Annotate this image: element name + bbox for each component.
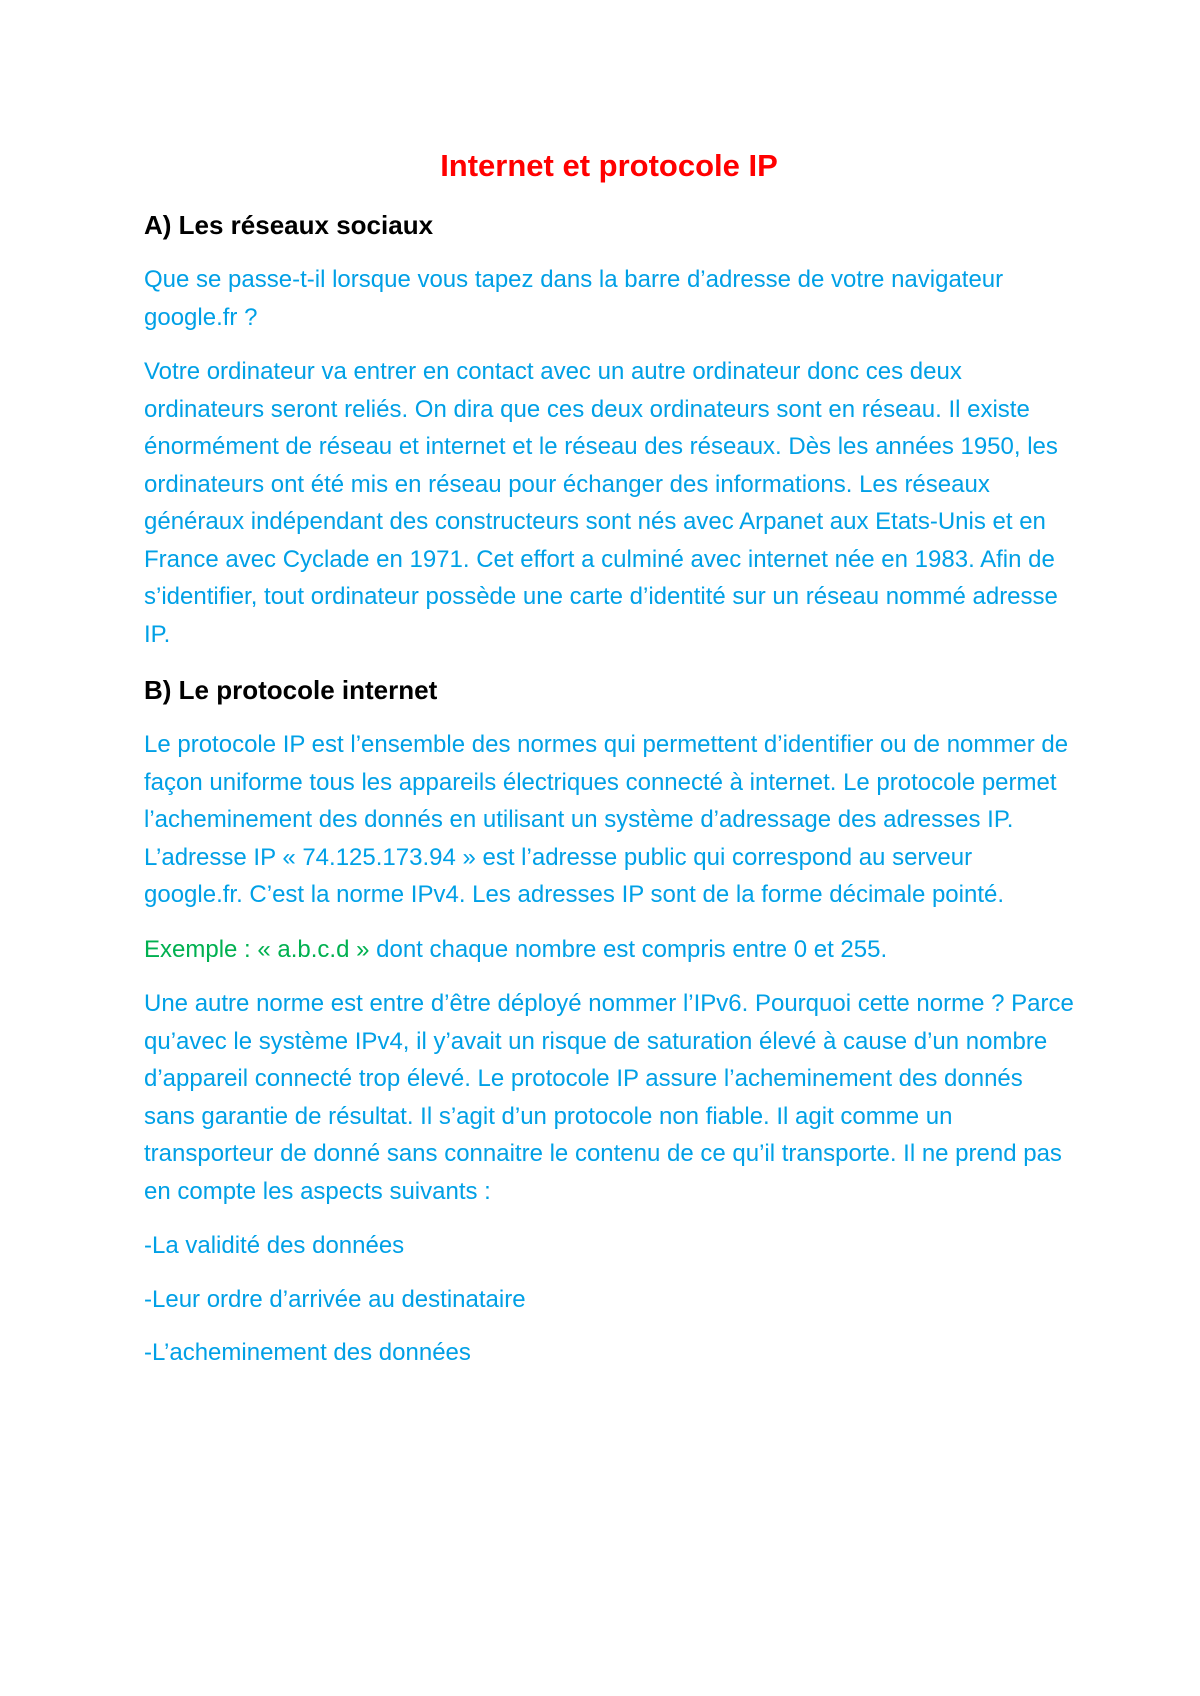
list-item-validity: -La validité des données: [144, 1232, 405, 1259]
section-a-heading: A) Les réseaux sociaux: [144, 210, 434, 240]
section-b-heading: B) Le protocole internet: [144, 675, 438, 705]
document-title: Internet et protocole IP: [440, 148, 778, 183]
section-b-paragraph-1: Le protocole IP est l’ensemble des normes qui permettent d’identifier ou de nommer de façon uniforme tous les appareils électriques connecté à internet. Le protocole permet l’acheminement des donnés en utilisant un système d’adressage des adresses IP. L’adresse IP « 74.125.173.94 » est l’adresse public qui correspond au serveur google.fr. C’est la norme IPv4. Les adresses IP sont de la forme décimale pointé.: [144, 731, 1069, 908]
section-a-paragraph: Votre ordinateur va entrer en contact avec un autre ordinateur donc ces deux ordinateurs seront reliés. On dira que ces deux ordinateurs sont en réseau. Il existe énormément de réseau et internet et le réseau des réseaux. Dès les années 1950, les ordinateurs ont été mis en réseau pour échanger des informations. Les réseaux généraux indépendant des constructeurs sont nés avec Arpanet aux Etats-Unis et en France avec Cyclade en 1971. Cet effort a culminé avec internet née en 1983. Afin de s’identifier, tout ordinateur possède une carte d’identité sur un réseau nommé adresse IP.: [144, 358, 1058, 648]
list-item-order: -Leur ordre d’arrivée au destinataire: [144, 1285, 526, 1313]
section-b-paragraph-2: Une autre norme est entre d’être déployé nommer l’IPv6. Pourquoi cette norme ? Parce qu’avec le système IPv4, il y’avait un risque de saturation élevé à cause d’un nombre d’appareil connecté trop élevé. Le protocole IP assure l’acheminement des donnés sans garantie de résultat. Il s’agit d’un protocole non fiable. Il agit comme un transporteur de donné sans connaitre le contenu de ce qu’il transporte. Il ne prend pas en compte les aspects suivants :: [144, 990, 1074, 1205]
example-line: [144, 931, 1074, 969]
section-a-question: Que se passe-t-il lorsque vous tapez dans la barre d’adresse de votre navigateur google.fr ?: [144, 266, 1004, 331]
list-item-routing: -L’acheminement des données: [144, 1339, 471, 1366]
example-text: dont chaque nombre est compris entre 0 et 255.: [369, 935, 888, 963]
example-label: Exemple : « a.b.c.d »: [144, 935, 370, 963]
document-content: [144, 146, 1074, 1388]
